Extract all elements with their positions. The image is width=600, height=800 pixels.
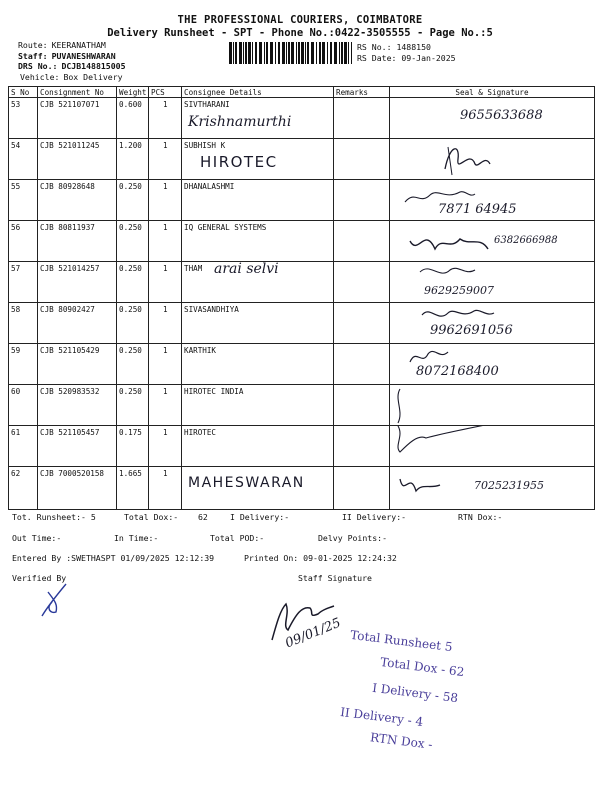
table-row <box>9 467 595 510</box>
row-weight: 0.250 <box>117 344 149 385</box>
handwritten-phone: 7025231955 <box>474 479 544 492</box>
row-weight: 1.200 <box>117 139 149 180</box>
barcode-bar <box>288 42 290 64</box>
delvy-points: Delvy Points:- <box>318 533 388 543</box>
signature-scribble <box>390 221 595 262</box>
barcode-bar <box>351 42 352 64</box>
row-consignment: CJB 521105457 <box>38 426 117 467</box>
barcode-bar <box>296 42 297 64</box>
stamp-line-i-delivery: I Delivery - 58 <box>371 680 459 706</box>
consignee-name: HIROTEC <box>184 428 217 437</box>
row-weight: 1.665 <box>117 467 149 510</box>
row-consignment: CJB 80902427 <box>38 303 117 344</box>
row-signature <box>390 98 595 139</box>
consignee-name: IQ GENERAL SYSTEMS <box>184 223 267 232</box>
drs-line <box>18 61 126 72</box>
handwritten-name: arai selvi <box>214 261 279 277</box>
row-pcs-value: 1 <box>163 428 168 437</box>
row-remarks <box>334 467 390 510</box>
col-remarks: Remarks <box>334 87 390 98</box>
barcode-bar <box>334 42 337 64</box>
barcode-bar <box>305 42 306 64</box>
barcode-bar <box>327 42 328 64</box>
row-signature <box>390 426 595 467</box>
table-row <box>9 344 595 385</box>
barcode-bar <box>291 42 294 64</box>
document-subtitle: Delivery Runsheet - SPT - Phone No.:0422-3505555 - Page No.:5 <box>107 27 493 39</box>
delivery-summary-stamp <box>339 627 500 754</box>
barcode-bar <box>275 42 276 64</box>
row-weight: 0.250 <box>117 303 149 344</box>
row-weight: 0.250 <box>117 180 149 221</box>
drs-value: DCJB148815005 <box>61 61 126 71</box>
row-pcs-value: 1 <box>163 305 168 314</box>
row-consignment: CJB 521014257 <box>38 262 117 303</box>
handwritten-name: MAHESWARAN <box>188 475 305 491</box>
staff-signature-date: 09/01/25 <box>283 615 344 652</box>
row-consignment: CJB 521105429 <box>38 344 117 385</box>
row-pcs-value: 1 <box>163 182 168 191</box>
table-row <box>9 98 595 139</box>
col-weight: Weight <box>117 87 149 98</box>
row-sno: 58 <box>9 303 38 344</box>
stamp-line-dox: Total Dox - 62 <box>379 654 466 680</box>
row-remarks <box>334 303 390 344</box>
row-consignee <box>182 426 334 467</box>
row-consignee <box>182 344 334 385</box>
verifier-signature <box>36 582 86 622</box>
row-signature <box>390 180 595 221</box>
row-remarks <box>334 385 390 426</box>
row-consignee <box>182 303 334 344</box>
row-remarks <box>334 221 390 262</box>
table-row <box>9 180 595 221</box>
row-pcs <box>149 98 182 139</box>
barcode-bar <box>248 42 251 64</box>
out-time: Out Time:- <box>12 533 62 543</box>
table-row <box>9 262 595 303</box>
runsheet-barcode <box>229 42 352 64</box>
row-sno: 59 <box>9 344 38 385</box>
signature-scribble <box>390 385 595 426</box>
delivery-table <box>8 86 595 510</box>
stamp-line-rtn: RTN Dox - <box>369 730 434 752</box>
rs-no-label: RS No.: <box>357 42 392 52</box>
rs-date-value: 09-Jan-2025 <box>401 53 456 63</box>
barcode-bar <box>286 42 287 64</box>
barcode-bar <box>229 42 232 64</box>
i-delivery: I Delivery:- <box>230 512 290 522</box>
handwritten-phone: 6382666988 <box>494 235 558 246</box>
verified-by-label: Verified By <box>12 573 67 583</box>
consignee-name: THAM <box>184 264 203 273</box>
barcode-bar <box>235 42 237 64</box>
row-consignee <box>182 262 334 303</box>
runsheet-left-info <box>18 40 126 82</box>
barcode-bar <box>259 42 262 64</box>
runsheet-right-info <box>357 42 456 64</box>
row-consignee <box>182 221 334 262</box>
handwritten-phone: 9962691056 <box>430 323 513 338</box>
rs-date-line <box>357 53 456 64</box>
row-consignee <box>182 98 334 139</box>
row-sno: 60 <box>9 385 38 426</box>
stamp-line-ii-delivery: II Delivery - 4 <box>339 704 424 730</box>
signature-scribble <box>390 139 595 180</box>
barcode-bar <box>322 42 325 64</box>
row-consignment: CJB 521107071 <box>38 98 117 139</box>
row-remarks <box>334 262 390 303</box>
barcode-bar <box>301 42 304 64</box>
row-signature <box>390 221 595 262</box>
vehicle-label: Vehicle: <box>20 71 60 82</box>
barcode-bar <box>233 42 234 64</box>
barcode-bar <box>270 42 273 64</box>
row-remarks <box>334 139 390 180</box>
row-signature <box>390 344 595 385</box>
rtn-dox: RTN Dox:- <box>458 512 503 522</box>
table-row <box>9 221 595 262</box>
staff-label: Staff: <box>18 50 48 61</box>
barcode-bar <box>245 42 247 64</box>
row-consignment: CJB 80928648 <box>38 180 117 221</box>
col-signature: Seal & Signature <box>390 87 595 98</box>
route-line <box>18 40 126 51</box>
vehicle-value: Box Delivery <box>63 71 123 82</box>
row-consignee <box>182 385 334 426</box>
consignee-name: KARTHIK <box>184 346 217 355</box>
row-pcs-value: 1 <box>163 346 168 355</box>
row-consignment: CJB 521011245 <box>38 139 117 180</box>
rs-no-value: 1488150 <box>396 42 431 52</box>
row-consignee <box>182 180 334 221</box>
handwritten-phone: 9655633688 <box>460 108 543 123</box>
row-sno: 53 <box>9 98 38 139</box>
col-consignee: Consignee Details <box>182 87 334 98</box>
route-label: Route: <box>18 40 48 50</box>
row-sno: 62 <box>9 467 38 510</box>
rs-date-label: RS Date: <box>357 53 397 63</box>
row-weight: 0.250 <box>117 262 149 303</box>
row-pcs <box>149 426 182 467</box>
barcode-bar <box>264 42 265 64</box>
row-signature <box>390 385 595 426</box>
row-pcs-value: 1 <box>163 100 168 109</box>
rs-no-line <box>357 42 456 53</box>
row-signature <box>390 262 595 303</box>
row-remarks <box>334 426 390 467</box>
barcode-bar <box>344 42 347 64</box>
barcode-bar <box>311 42 314 64</box>
ii-delivery: II Delivery:- <box>342 512 407 522</box>
barcode-bar <box>319 42 321 64</box>
document-title: THE PROFESSIONAL COURIERS, COIMBATORE <box>177 14 423 26</box>
row-pcs-value: 1 <box>163 469 168 478</box>
row-weight: 0.250 <box>117 221 149 262</box>
barcode-bar <box>316 42 317 64</box>
row-pcs-value: 1 <box>163 141 168 150</box>
row-consignment: CJB 7000520158 <box>38 467 117 510</box>
col-sno: S No <box>9 87 38 98</box>
row-pcs <box>149 344 182 385</box>
row-consignee <box>182 139 334 180</box>
barcode-bar <box>339 42 340 64</box>
handwritten-phone: 9629259007 <box>424 284 494 297</box>
total-dox: Total Dox:- 62 <box>124 512 208 522</box>
row-pcs <box>149 139 182 180</box>
table-row <box>9 426 595 467</box>
row-weight: 0.250 <box>117 385 149 426</box>
row-pcs-value: 1 <box>163 223 168 232</box>
barcode-bar <box>341 42 343 64</box>
table-header-row <box>9 87 595 98</box>
row-sno: 57 <box>9 262 38 303</box>
barcode-bar <box>298 42 300 64</box>
row-pcs <box>149 180 182 221</box>
consignee-name: SIVTHARANI <box>184 100 230 109</box>
row-remarks <box>334 180 390 221</box>
row-pcs <box>149 385 182 426</box>
consignee-name: SUBHISH K <box>184 141 226 150</box>
barcode-bar <box>243 42 244 64</box>
drs-label: DRS No.: <box>18 61 58 71</box>
row-signature <box>390 467 595 510</box>
row-weight: 0.600 <box>117 98 149 139</box>
barcode-bar <box>278 42 280 64</box>
signature-scribble <box>390 426 595 467</box>
consignee-name: HIROTEC INDIA <box>184 387 244 396</box>
row-pcs-value: 1 <box>163 387 168 396</box>
row-pcs <box>149 262 182 303</box>
in-time: In Time:- <box>114 533 159 543</box>
handwritten-name: Krishnamurthi <box>188 114 292 130</box>
table-row <box>9 139 595 180</box>
row-consignment: CJB 520983532 <box>38 385 117 426</box>
barcode-bar <box>348 42 349 64</box>
row-pcs <box>149 221 182 262</box>
row-sno: 56 <box>9 221 38 262</box>
staff-value: PUVANESHWARAN <box>51 50 116 61</box>
stamp-line-runsheet: Total Runsheet 5 <box>349 627 454 655</box>
handwritten-phone: 7871 64945 <box>438 202 517 217</box>
tot-runsheet: Tot. Runsheet:- 5 <box>12 512 96 522</box>
barcode-bar <box>282 42 285 64</box>
barcode-bar <box>330 42 332 64</box>
consignee-name: DHANALASHMI <box>184 182 235 191</box>
row-remarks <box>334 344 390 385</box>
row-pcs <box>149 303 182 344</box>
entered-by: Entered By :SWETHASPT 01/09/2025 12:12:39 <box>12 553 215 563</box>
row-sno: 55 <box>9 180 38 221</box>
table-row <box>9 385 595 426</box>
staff-signature-label: Staff Signature <box>298 573 372 583</box>
total-pod: Total POD:- <box>210 533 265 543</box>
row-consignee <box>182 467 334 510</box>
barcode-bar <box>239 42 242 64</box>
row-pcs-value: 1 <box>163 264 168 273</box>
printed-on: Printed On: 09-01-2025 12:24:32 <box>244 553 397 563</box>
row-consignment: CJB 80811937 <box>38 221 117 262</box>
vehicle-line <box>20 72 126 83</box>
col-pcs: PCS <box>149 87 182 98</box>
row-weight: 0.175 <box>117 426 149 467</box>
barcode-bar <box>266 42 268 64</box>
row-signature <box>390 303 595 344</box>
barcode-bar <box>307 42 309 64</box>
route-value: KEERANATHAM <box>51 40 106 50</box>
row-pcs <box>149 467 182 510</box>
barcode-bar <box>252 42 253 64</box>
staff-line <box>18 51 126 62</box>
handwritten-phone: 8072168400 <box>416 364 499 379</box>
barcode-bar <box>255 42 257 64</box>
row-remarks <box>334 98 390 139</box>
row-sno: 54 <box>9 139 38 180</box>
row-sno: 61 <box>9 426 38 467</box>
table-row <box>9 303 595 344</box>
row-signature <box>390 139 595 180</box>
col-consignment: Consignment No <box>38 87 117 98</box>
handwritten-name: HIROTEC <box>200 153 278 171</box>
consignee-name: SIVASANDHIYA <box>184 305 239 314</box>
